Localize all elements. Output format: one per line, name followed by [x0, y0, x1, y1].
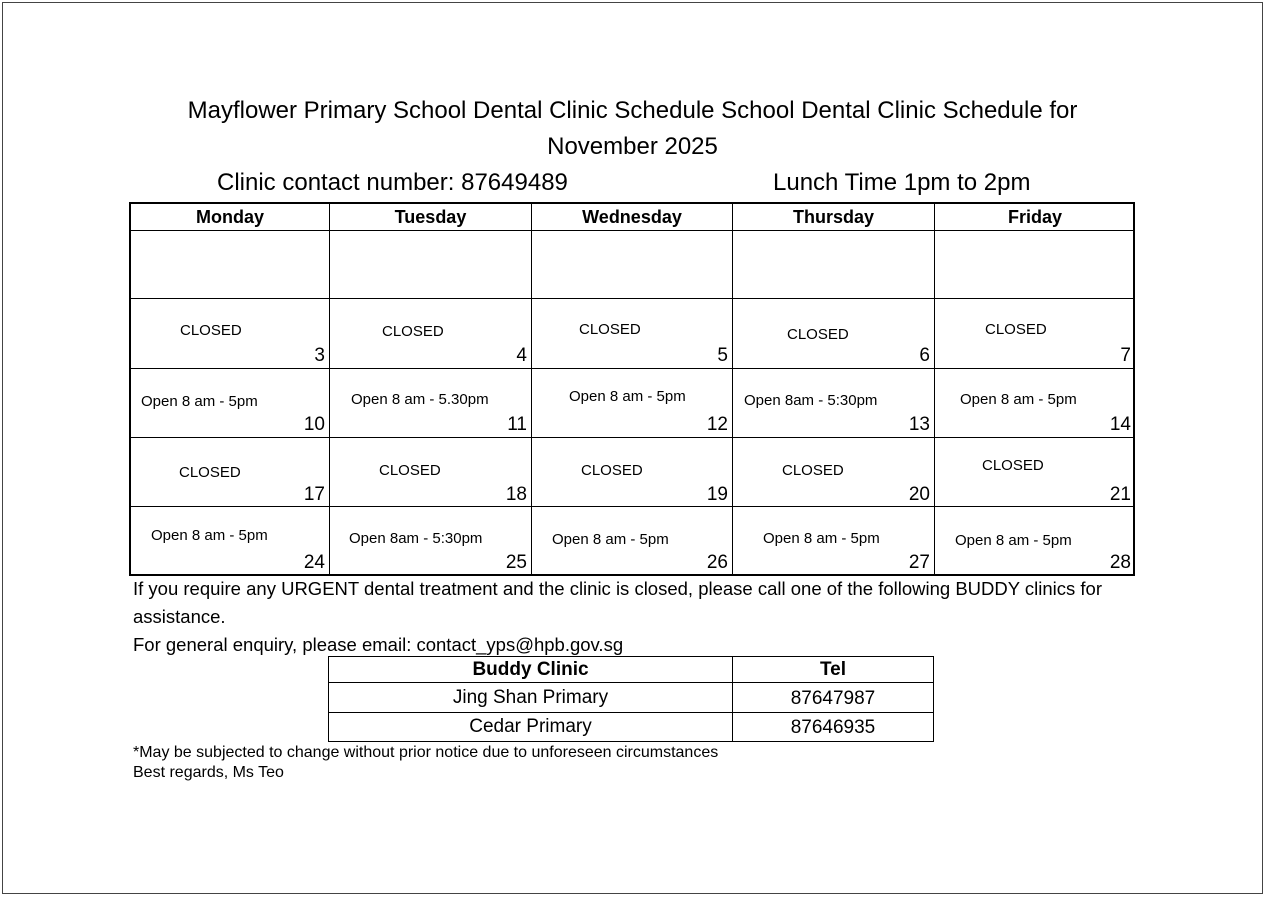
cell-date: 10 [303, 414, 325, 435]
cell-status: Open 8 am - 5pm [141, 393, 258, 410]
cell-date: 28 [1109, 552, 1131, 573]
row-divider [131, 506, 1133, 507]
buddy-clinic-tel: 87646935 [790, 717, 876, 738]
buddy-clinic-name: Jing Shan Primary [452, 687, 609, 708]
cell-status: Open 8 am - 5pm [552, 531, 669, 548]
cell-status: CLOSED [985, 321, 1047, 338]
general-enquiry-note: For general enquiry, please email: contact_yps@hpb.gov.sg [133, 634, 624, 655]
cell-status: Open 8am - 5:30pm [349, 530, 483, 547]
cell-status: CLOSED [382, 323, 444, 340]
clinic-contact-number: Clinic contact number: 87649489 [217, 169, 568, 196]
day-header-tuesday: Tuesday [394, 207, 467, 227]
cell-date: 11 [507, 414, 527, 435]
day-header-friday: Friday [1007, 207, 1063, 227]
cell-date: 6 [919, 345, 930, 366]
cell-date: 26 [706, 552, 728, 573]
column-divider [531, 204, 532, 574]
buddy-header-clinic: Buddy Clinic [472, 659, 589, 680]
cell-date: 14 [1109, 414, 1131, 435]
cell-status: CLOSED [379, 462, 441, 479]
signoff: Best regards, Ms Teo [133, 764, 284, 781]
cell-status: CLOSED [982, 457, 1044, 474]
cell-date: 25 [505, 552, 527, 573]
cell-status: CLOSED [787, 326, 849, 343]
cell-date: 5 [717, 345, 728, 366]
cell-status: CLOSED [579, 321, 641, 338]
cell-status: Open 8 am - 5.30pm [351, 391, 489, 408]
cell-status: Open 8 am - 5pm [960, 391, 1077, 408]
cell-status: CLOSED [782, 462, 844, 479]
column-divider [934, 204, 935, 574]
row-divider [131, 298, 1133, 299]
buddy-row-divider [329, 682, 933, 683]
cell-status: Open 8 am - 5pm [569, 388, 686, 405]
lunch-time: Lunch Time 1pm to 2pm [773, 169, 1031, 196]
cell-date: 4 [516, 345, 527, 366]
calendar-header [131, 204, 1133, 231]
row-divider [131, 437, 1133, 438]
cell-date: 24 [303, 552, 325, 573]
cell-date: 13 [908, 414, 930, 435]
cell-date: 27 [908, 552, 930, 573]
cell-date: 7 [1120, 345, 1131, 366]
cell-status: CLOSED [180, 322, 242, 339]
title-line-1: Mayflower Primary School Dental Clinic Schedule School Dental Clinic Schedule for [187, 97, 1078, 124]
buddy-clinic-tel: 87647987 [790, 688, 876, 709]
day-header-thursday: Thursday [792, 207, 875, 227]
cell-status: Open 8am - 5:30pm [744, 392, 878, 409]
cell-status: Open 8 am - 5pm [151, 527, 268, 544]
row-divider [131, 368, 1133, 369]
column-divider [329, 204, 330, 574]
cell-status: Open 8 am - 5pm [955, 532, 1072, 549]
cell-date: 17 [303, 484, 325, 505]
cell-date: 21 [1109, 484, 1131, 505]
cell-date: 12 [706, 414, 728, 435]
buddy-clinic-table [328, 656, 934, 742]
disclaimer: *May be subjected to change without prior notice due to unforeseen circumstances [133, 744, 719, 761]
cell-date: 18 [505, 484, 527, 505]
cell-status: Open 8 am - 5pm [763, 530, 880, 547]
urgent-treatment-note: If you require any URGENT dental treatment and the clinic is closed, please call one of the following BUDDY clinics for assistance. [133, 578, 1102, 627]
buddy-clinic-name: Cedar Primary [469, 716, 592, 737]
cell-status: CLOSED [179, 464, 241, 481]
day-header-wednesday: Wednesday [582, 207, 682, 227]
column-divider [732, 204, 733, 574]
cell-date: 19 [706, 484, 728, 505]
day-header-monday: Monday [195, 207, 264, 227]
title-line-2: November 2025 [547, 133, 718, 160]
schedule-calendar [129, 202, 1135, 576]
cell-date: 3 [314, 345, 325, 366]
cell-status: CLOSED [581, 462, 643, 479]
cell-date: 20 [908, 484, 930, 505]
buddy-header-tel: Tel [819, 659, 847, 680]
